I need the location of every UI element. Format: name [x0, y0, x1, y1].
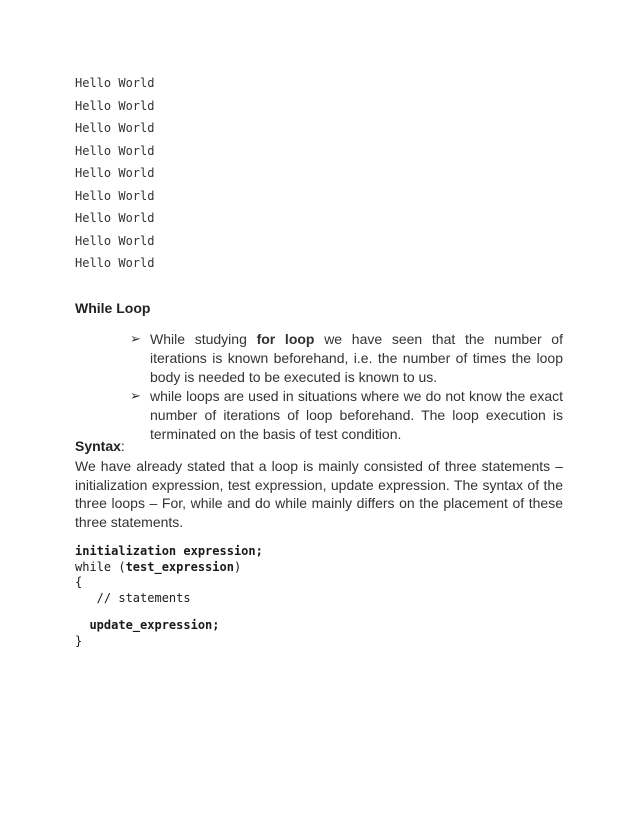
- code-keyword: while (: [75, 559, 126, 574]
- output-line: Hello World: [75, 188, 155, 203]
- program-output: [75, 72, 154, 275]
- bullet-item: [130, 330, 563, 387]
- bullet-text-pre: While studying: [150, 331, 257, 347]
- output-line: Hello World: [75, 98, 155, 113]
- syntax-label: Syntax: [75, 438, 121, 454]
- syntax-paragraph: We have already stated that a loop is mainly consisted of three statements – initialization expression, test expression, update expression. The syntax of the three loops – For, while and do while mainly differs on the placement of these three statements.: [75, 458, 563, 530]
- syntax-colon: :: [120, 438, 125, 454]
- code-line: update_expression;: [75, 618, 220, 632]
- code-condition: test_expression: [125, 559, 234, 574]
- output-line: Hello World: [75, 143, 155, 158]
- code-comment: // statements: [75, 590, 191, 605]
- code-paren: ): [233, 559, 242, 574]
- code-gap: [75, 606, 263, 618]
- code-line: [75, 560, 263, 576]
- code-line: initialization expression;: [75, 544, 263, 558]
- section-heading: While Loop: [75, 300, 151, 316]
- bullet-item: [130, 387, 563, 444]
- output-line: Hello World: [75, 211, 155, 225]
- code-line: }: [75, 633, 83, 648]
- syntax-heading: [75, 438, 125, 454]
- output-line: Hello World: [75, 233, 155, 248]
- arrow-bullet-icon: ➢: [130, 332, 141, 347]
- output-line: Hello World: [75, 166, 155, 180]
- code-line: {: [75, 575, 83, 589]
- code-block: [75, 544, 263, 649]
- output-line: Hello World: [75, 121, 155, 135]
- bullet-text-pre: while loops are used in situations where we do not know the exact number of iterations of loop beforehand. The loop execution is terminated on the basis of test condition.: [150, 388, 563, 442]
- bullet-text-bold: for loop: [256, 331, 315, 347]
- output-line: Hello World: [75, 76, 155, 90]
- arrow-bullet-icon: ➢: [130, 389, 141, 404]
- output-line: Hello World: [75, 256, 155, 270]
- bullet-text-post: we have seen that the number of iterations is known beforehand, i.e. the number of times the loop body is needed to be executed is known to us.: [150, 331, 563, 385]
- bullet-list: [130, 330, 563, 444]
